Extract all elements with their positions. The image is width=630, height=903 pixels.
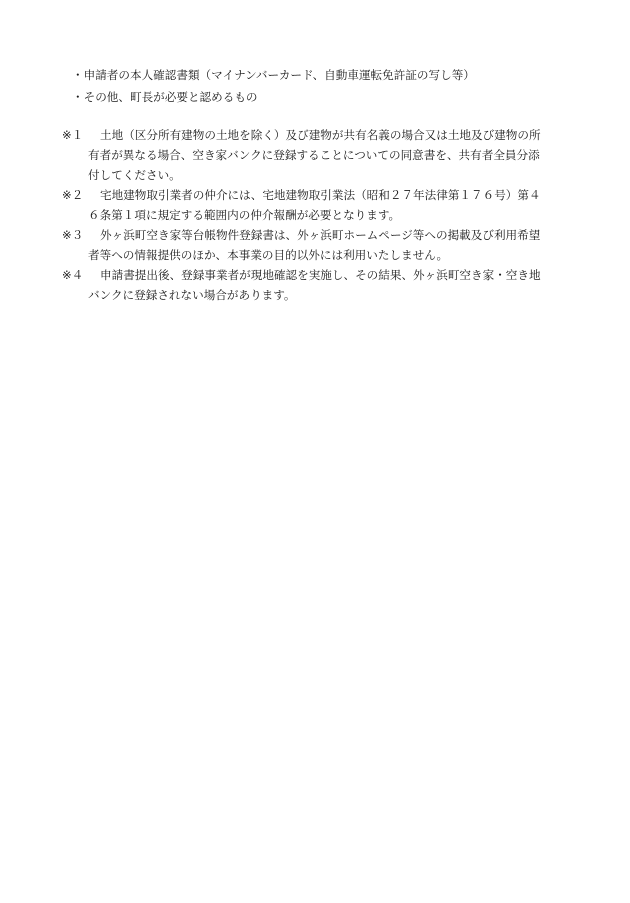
note-4-marker: ※４ — [62, 268, 84, 282]
required-documents-list — [72, 64, 592, 108]
note-1-line-3: 付してください。 — [88, 168, 181, 182]
note-2-marker: ※２ — [62, 188, 84, 202]
note-4-line-2: バンクに登録されない場合があります。 — [88, 288, 296, 302]
note-3 — [62, 225, 574, 265]
note-3-marker: ※３ — [62, 228, 84, 242]
note-2 — [62, 185, 574, 225]
note-1-line-1: 土地（区分所有建物の土地を除く）及び建物が共有名義の場合又は土地及び建物の所 — [100, 128, 541, 142]
note-1-line-2: 有者が異なる場合、空き家バンクに登録することについての同意書を、共有者全員分添 — [88, 148, 540, 162]
notes-section — [62, 125, 574, 305]
note-4 — [62, 265, 574, 305]
bullet-item-identity-documents: ・申請者の本人確認書類（マイナンバーカード、自動車運転免許証の写し等） — [72, 68, 475, 82]
note-4-line-1: 申請書提出後、登録事業者が現地確認を実施し、その結果、外ヶ浜町空き家・空き地 — [100, 268, 541, 282]
note-3-line-2: 者等への情報提供のほか、本事業の目的以外には利用いたしません。 — [88, 248, 449, 262]
note-3-line-1: 外ヶ浜町空き家等台帳物件登録書は、外ヶ浜町ホームページ等への掲載及び利用希望 — [100, 228, 541, 242]
bullet-item-other-documents: ・その他、町長が必要と認めるもの — [72, 90, 258, 104]
note-1 — [62, 125, 574, 185]
note-1-marker: ※１ — [62, 128, 84, 142]
note-2-line-2: ６条第１項に規定する範囲内の仲介報酬が必要となります。 — [88, 208, 401, 222]
note-2-line-1: 宅地建物取引業者の仲介には、宅地建物取引業法（昭和２７年法律第１７６号）第４ — [100, 188, 541, 202]
